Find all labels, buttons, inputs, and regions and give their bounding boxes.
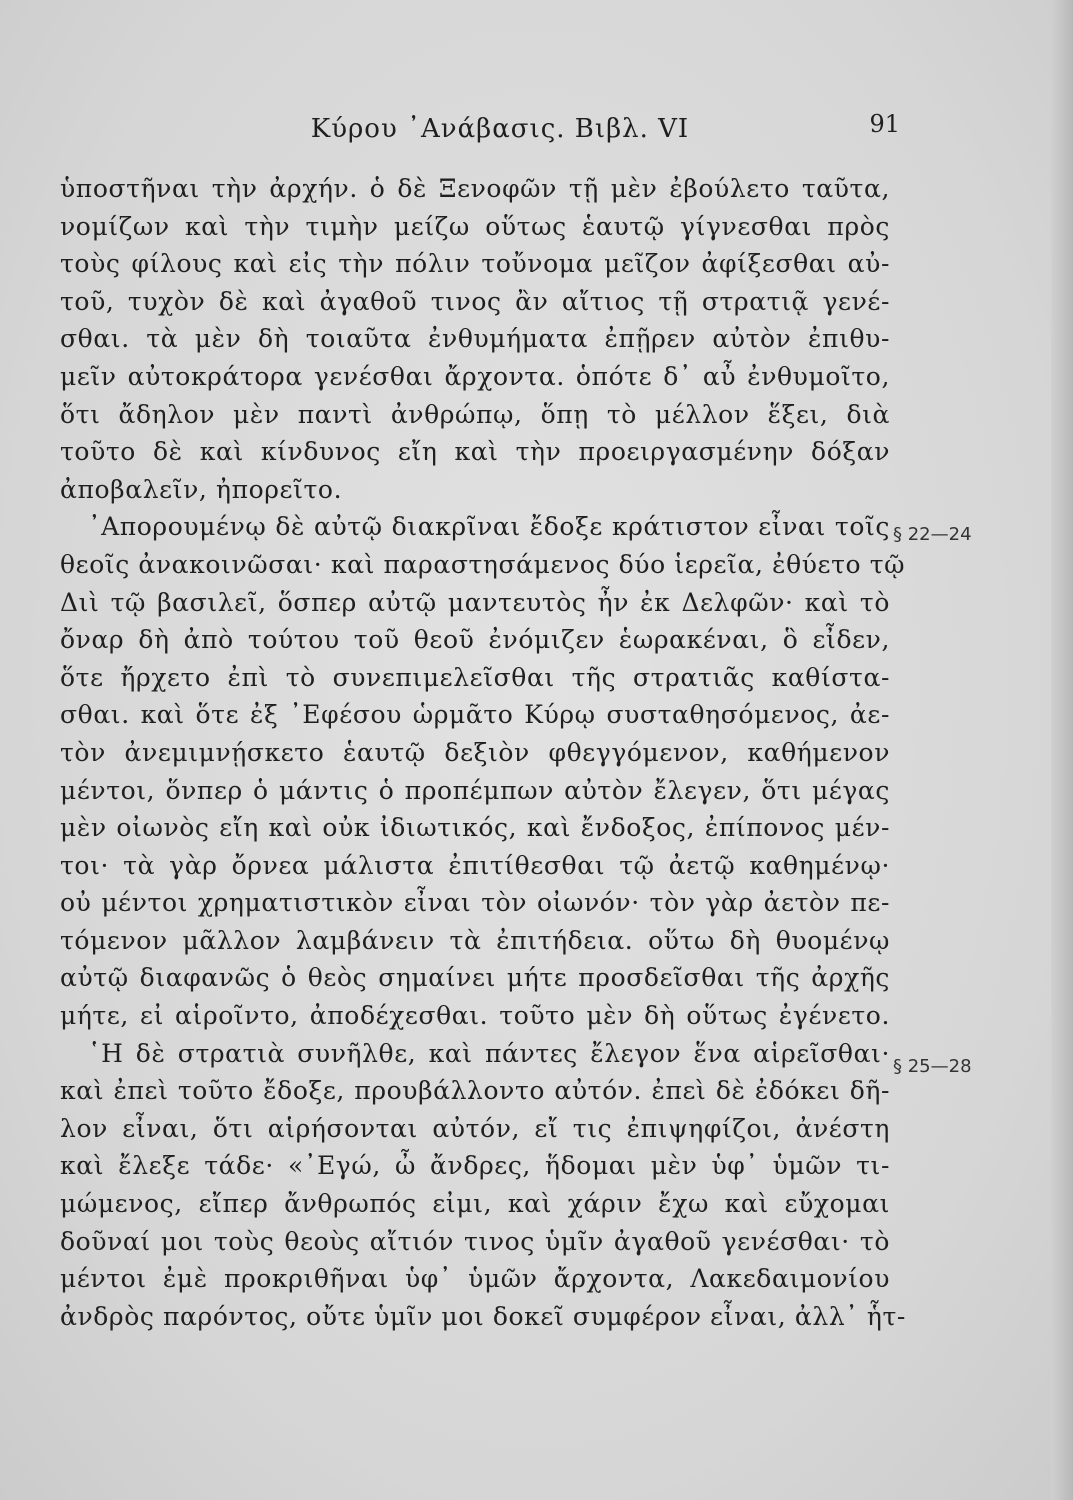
page-edge bbox=[1051, 0, 1073, 1500]
margin-section-ref: § 25—28 bbox=[893, 1056, 972, 1077]
text-line: λον εἶναι, ὅτι αἱρήσονται αὐτόν, εἴ τις ἐπιψηφίζοι, ἀνέστη bbox=[60, 1113, 890, 1143]
text-line: ἀποβαλεῖν, ἠπορεῖτο. bbox=[60, 474, 343, 504]
text-line: σθαι. τὰ μὲν δὴ τοιαῦτα ἐνθυμήματα ἐπῇρεν αὐτὸν ἐπιθυ- bbox=[60, 324, 890, 354]
text-line: τόμενον μᾶλλον λαμβάνειν τὰ ἐπιτήδεια. οὕτω δὴ θυομένῳ bbox=[60, 925, 890, 955]
text-line: καὶ ἐπεὶ τοῦτο ἔδοξε, προυβάλλοντο αὐτόν. ἐπεὶ δὲ ἐδόκει δῆ- bbox=[60, 1076, 890, 1106]
running-head-title: Κύρου ᾿Ανάβασις. Βιβλ. VI bbox=[310, 114, 690, 144]
text-line: μώμενος, εἴπερ ἄνθρωπός εἰμι, καὶ χάριν ἔχω καὶ εὔχομαι bbox=[60, 1189, 890, 1219]
text-line: ῾Η δὲ στρατιὰ συνῆλθε, καὶ πάντες ἔλεγον ἕνα αἱρεῖσθαι· bbox=[88, 1038, 890, 1068]
margin-section-ref: § 22—24 bbox=[893, 524, 972, 545]
text-line: αὐτῷ διαφανῶς ὁ θεὸς σημαίνει μήτε προσδεῖσθαι τῆς ἀρχῆς bbox=[60, 963, 890, 993]
text-line: σθαι. καὶ ὅτε ἐξ ᾿Εφέσου ὡρμᾶτο Κύρῳ συσταθησόμενος, ἀε- bbox=[60, 700, 890, 730]
text-line: τοῦτο δὲ καὶ κίνδυνος εἴη καὶ τὴν προειργασμένην δόξαν bbox=[60, 437, 890, 467]
text-line: δοῦναί μοι τοὺς θεοὺς αἴτιόν τινος ὑμῖν ἀγαθοῦ γενέσθαι· τὸ bbox=[60, 1226, 890, 1256]
text-line: μὲν οἰωνὸς εἴη καὶ οὐκ ἰδιωτικός, καὶ ἔνδοξος, ἐπίπονος μέν- bbox=[60, 813, 890, 843]
text-line: καὶ ἔλεξε τάδε· «᾿Εγώ, ὦ ἄνδρες, ἥδομαι μὲν ὑφ᾿ ὑμῶν τι- bbox=[60, 1151, 890, 1181]
running-head bbox=[100, 110, 900, 150]
text-line: τοὺς φίλους καὶ εἰς τὴν πόλιν τοὔνομα μεῖζον ἀφίξεσθαι αὐ- bbox=[60, 249, 890, 279]
text-line: ὅτε ἤρχετο ἐπὶ τὸ συνεπιμελεῖσθαι τῆς στρατιᾶς καθίστα- bbox=[60, 662, 890, 692]
body-text bbox=[60, 170, 906, 1335]
text-line: μέντοι, ὅνπερ ὁ μάντις ὁ προπέμπων αὐτὸν ἔλεγεν, ὅτι μέγας bbox=[60, 775, 890, 805]
text-line: μεῖν αὐτοκράτορα γενέσθαι ἄρχοντα. ὁπότε δ᾿ αὖ ἐνθυμοῖτο, bbox=[60, 361, 890, 391]
text-line: ᾿Απορουμένῳ δὲ αὐτῷ διακρῖναι ἔδοξε κράτιστον εἶναι τοῖς bbox=[88, 512, 890, 542]
text-line: Διὶ τῷ βασιλεῖ, ὅσπερ αὐτῷ μαντευτὸς ἦν ἐκ Δελφῶν· καὶ τὸ bbox=[60, 587, 890, 617]
text-line: ἀνδρὸς παρόντος, οὔτε ὑμῖν μοι δοκεῖ συμφέρον εἶναι, ἀλλ᾿ ἧτ- bbox=[60, 1301, 906, 1331]
text-line: μέντοι ἐμὲ προκριθῆναι ὑφ᾿ ὑμῶν ἄρχοντα, Λακεδαιμονίου bbox=[60, 1264, 890, 1294]
text-line: μήτε, εἰ αἱροῖντο, ἀποδέχεσθαι. τοῦτο μὲν δὴ οὕτως ἐγένετο. bbox=[60, 1001, 890, 1031]
text-line: τοῦ, τυχὸν δὲ καὶ ἀγαθοῦ τινος ἂν αἴτιος τῇ στρατιᾷ γενέ- bbox=[60, 286, 890, 316]
text-line: τοι· τὰ γὰρ ὄρνεα μάλιστα ἐπιτίθεσθαι τῷ ἀετῷ καθημένῳ· bbox=[60, 850, 890, 880]
text-line: ὅτι ἄδηλον μὲν παντὶ ἀνθρώπῳ, ὅπῃ τὸ μέλλον ἕξει, διὰ bbox=[60, 399, 890, 429]
text-line: ὑποστῆναι τὴν ἀρχήν. ὁ δὲ Ξενοφῶν τῇ μὲν ἐβούλετο ταῦτα, bbox=[60, 174, 890, 203]
text-line: νομίζων καὶ τὴν τιμὴν μείζω οὕτως ἑαυτῷ γίγνεσθαι πρὸς bbox=[60, 211, 890, 241]
text-line: οὐ μέντοι χρηματιστικὸν εἶναι τὸν οἰωνόν· τὸν γὰρ ἀετὸν πε- bbox=[60, 888, 890, 918]
text-line: ὄναρ δὴ ἀπὸ τούτου τοῦ θεοῦ ἐνόμιζεν ἑωρακέναι, ὃ εἶδεν, bbox=[60, 625, 890, 655]
page-number: 91 bbox=[869, 110, 900, 138]
text-line: θεοῖς ἀνακοινῶσαι· καὶ παραστησάμενος δύο ἱερεῖα, ἐθύετο τῷ bbox=[60, 549, 906, 579]
text-line: τὸν ἀνεμιμνῄσκετο ἑαυτῷ δεξιὸν φθεγγόμενον, καθήμενον bbox=[60, 737, 890, 767]
